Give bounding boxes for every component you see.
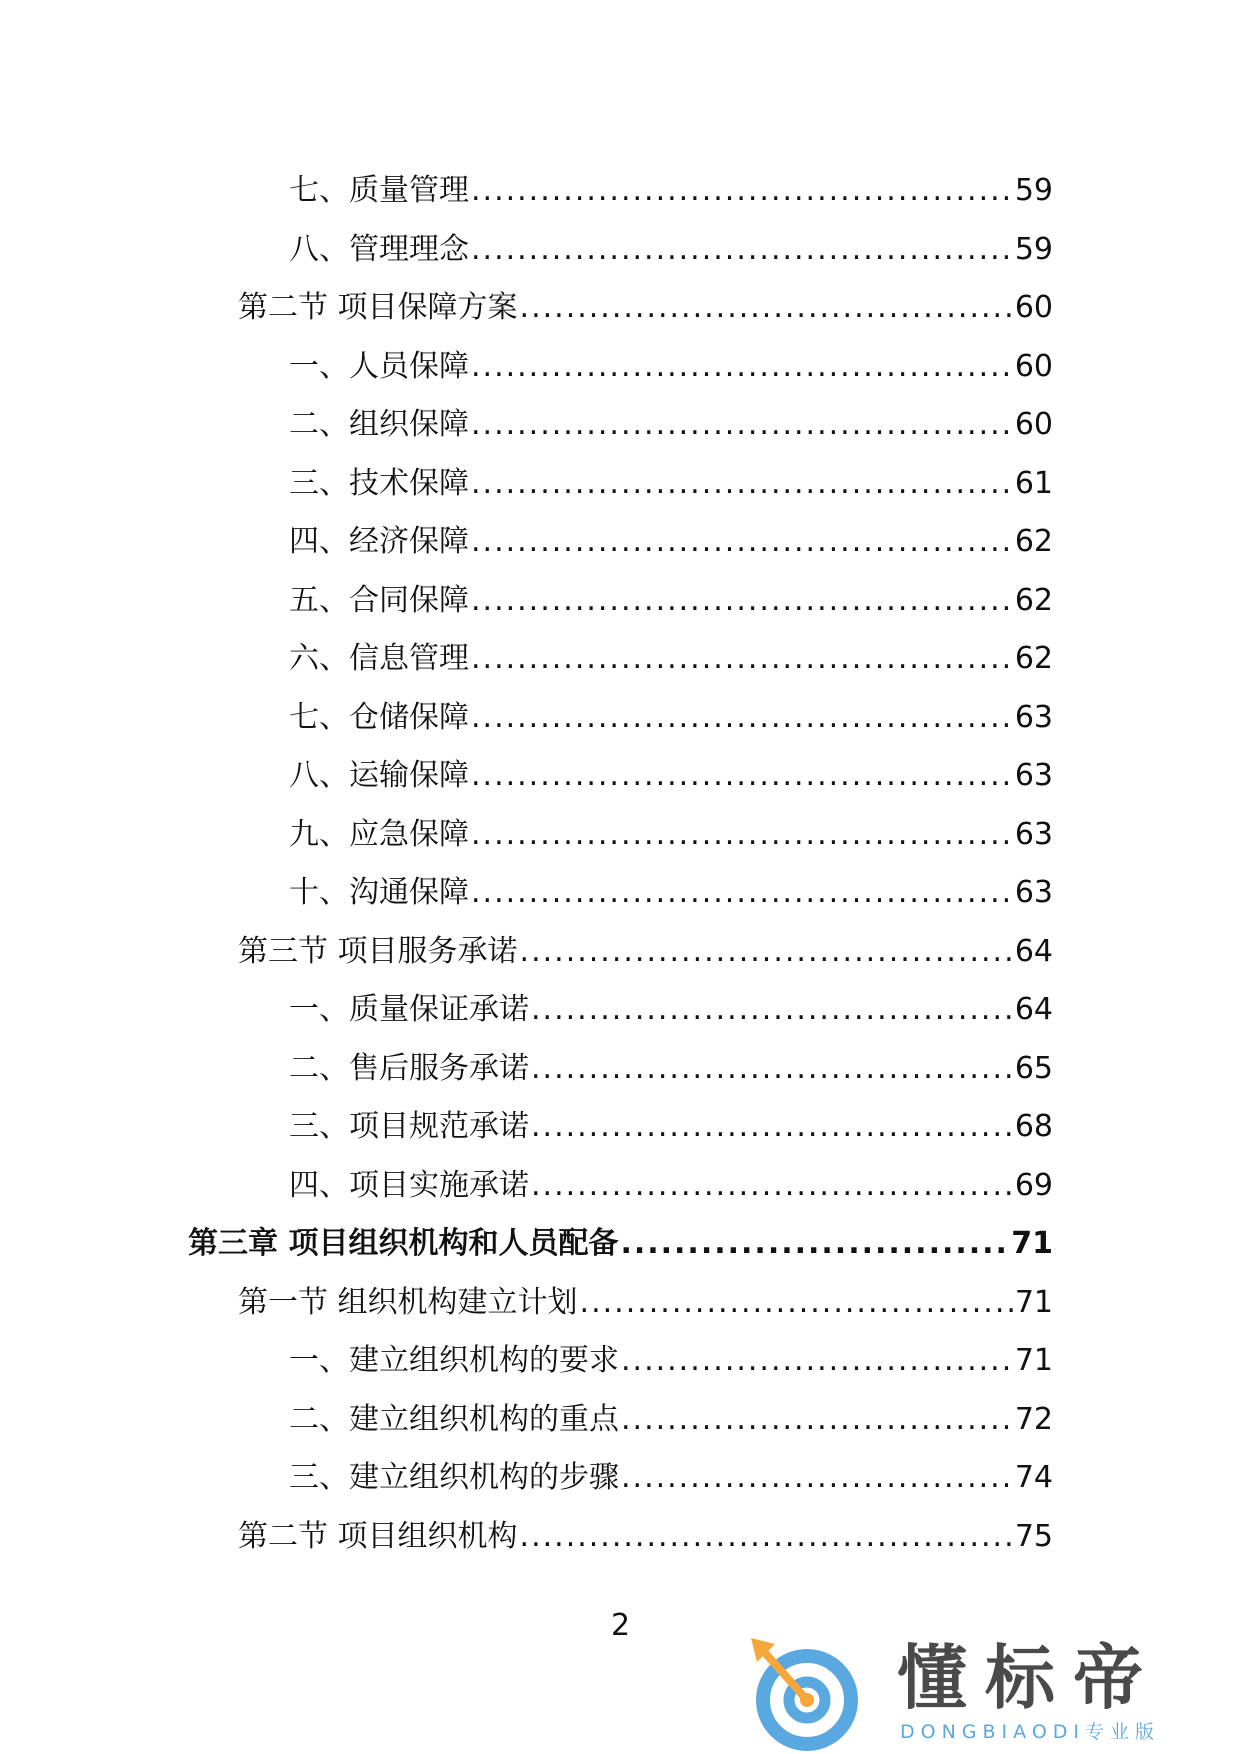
toc-entry[interactable] [0,806,1241,865]
toc-dot-leader [471,873,1013,913]
toc-entry-title: 八、运输保障 [289,758,469,794]
toc-dot-leader [471,347,1013,387]
toc-entry[interactable] [0,396,1241,455]
toc-entry-page: 60 [1014,407,1053,443]
toc-entry-page: 68 [1014,1109,1053,1145]
toc-dot-leader [520,288,1013,328]
toc-entry-page: 74 [1014,1460,1053,1496]
toc-dot-leader [471,230,1013,270]
toc-entry[interactable] [0,1332,1241,1391]
toc-entry-page: 65 [1014,1050,1053,1086]
toc-entry-title: 五、合同保障 [289,582,469,618]
toc-entry-title: 七、质量管理 [289,173,469,209]
toc-entry-title: 三、建立组织机构的步骤 [289,1460,619,1496]
toc-entry[interactable] [0,981,1241,1040]
toc-entry-page: 71 [1014,1343,1053,1379]
toc-entry[interactable] [0,1157,1241,1216]
toc-entry[interactable] [0,455,1241,514]
watermark [745,1636,1225,1752]
toc-dot-leader [531,1166,1013,1206]
toc-entry-title: 十、沟通保障 [289,875,469,911]
toc-entry[interactable] [0,689,1241,748]
toc-entry[interactable] [0,1508,1241,1567]
toc-entry-page: 60 [1014,290,1053,326]
toc-dot-leader [471,815,1013,855]
toc-entry-page: 62 [1014,524,1053,560]
toc-dot-leader [531,1049,1013,1089]
toc-entry-title: 六、信息管理 [289,641,469,677]
toc-entry-page: 71 [1011,1226,1053,1262]
toc-entry-page: 75 [1014,1518,1053,1554]
toc-entry-title: 四、经济保障 [289,524,469,560]
toc-entry-title: 一、人员保障 [289,348,469,384]
toc-entry-title: 第一节 组织机构建立计划 [238,1284,578,1320]
watermark-subtitle: DONGBIAODI专业版 [900,1721,1161,1743]
toc-dot-leader [471,522,1013,562]
toc-entry-page: 63 [1014,758,1053,794]
toc-dot-leader [471,464,1013,504]
toc-entry-page: 71 [1014,1284,1053,1320]
toc-entry-title: 三、技术保障 [289,465,469,501]
toc-dot-leader [620,1224,1009,1264]
toc-entry-page: 59 [1014,231,1053,267]
toc-entry-title: 二、售后服务承诺 [289,1050,529,1086]
toc-entry[interactable] [0,1274,1241,1333]
toc-entry[interactable] [0,338,1241,397]
toc-entry-page: 69 [1014,1167,1053,1203]
toc-entry-title: 八、管理理念 [289,231,469,267]
toc-entry[interactable] [0,630,1241,689]
toc-entry-title: 第二节 项目保障方案 [238,290,518,326]
watermark-brand-name: 懂标帝 [897,1637,1161,1719]
target-arrow-icon [745,1636,865,1752]
toc-dot-leader [471,639,1013,679]
toc-dot-leader [621,1400,1013,1440]
toc-entry-title: 二、建立组织机构的重点 [289,1401,619,1437]
toc-entry-page: 64 [1014,933,1053,969]
toc-entry-page: 60 [1014,348,1053,384]
toc-entry-page: 62 [1014,641,1053,677]
toc-entry[interactable] [0,1391,1241,1450]
toc-entry-title: 一、建立组织机构的要求 [289,1343,619,1379]
toc-entry-page: 63 [1014,875,1053,911]
toc-entry[interactable] [0,162,1241,221]
toc-entry-page: 72 [1014,1401,1053,1437]
toc-entry-page: 64 [1014,992,1053,1028]
toc-dot-leader [471,405,1013,445]
toc-entry[interactable] [0,1215,1241,1274]
page-number: 2 [610,1608,631,1643]
toc-entry-title: 第三节 项目服务承诺 [238,933,518,969]
toc-entry[interactable] [0,221,1241,280]
toc-entry-title: 三、项目规范承诺 [289,1109,529,1145]
toc-entry-page: 61 [1014,465,1053,501]
toc-dot-leader [520,932,1013,972]
toc-entry-title: 第二节 项目组织机构 [238,1518,518,1554]
toc-entry[interactable] [0,1449,1241,1508]
toc-entry[interactable] [0,279,1241,338]
toc-entry-title: 七、仓储保障 [289,699,469,735]
toc-dot-leader [531,1107,1013,1147]
toc-entry[interactable] [0,572,1241,631]
toc-entry[interactable] [0,1040,1241,1099]
toc-entry[interactable] [0,923,1241,982]
toc-dot-leader [520,1517,1013,1557]
toc-entry-title: 九、应急保障 [289,816,469,852]
toc-entry[interactable] [0,513,1241,572]
toc-entry-title: 四、项目实施承诺 [289,1167,529,1203]
toc-entry-title: 第三章 项目组织机构和人员配备 [188,1226,619,1262]
toc-entry-page: 62 [1014,582,1053,618]
toc-dot-leader [471,171,1013,211]
toc-dot-leader [471,581,1013,621]
table-of-contents [0,162,1241,1566]
toc-dot-leader [621,1341,1013,1381]
toc-dot-leader [471,756,1013,796]
toc-entry[interactable] [0,864,1241,923]
toc-dot-leader [531,990,1013,1030]
toc-dot-leader [471,698,1013,738]
toc-entry-title: 二、组织保障 [289,407,469,443]
toc-dot-leader [621,1458,1013,1498]
toc-entry-page: 59 [1014,173,1053,209]
toc-entry-page: 63 [1014,816,1053,852]
toc-entry-page: 63 [1014,699,1053,735]
toc-entry[interactable] [0,747,1241,806]
toc-entry[interactable] [0,1098,1241,1157]
toc-dot-leader [580,1283,1013,1323]
toc-entry-title: 一、质量保证承诺 [289,992,529,1028]
